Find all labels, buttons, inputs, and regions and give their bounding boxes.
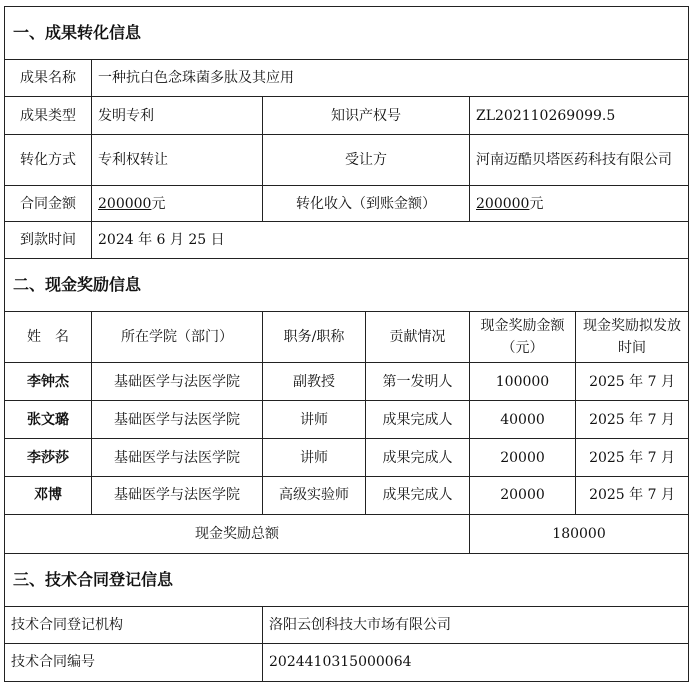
ip-number-label: 知识产权号 [263,97,470,135]
income-amount-unit: 元 [529,195,544,212]
registration-org-value: 洛阳云创科技大市场有限公司 [263,607,689,644]
recipient-contribution: 成果完成人 [366,401,470,439]
recipient-amount: 20000 [470,477,576,515]
contract-amount-cell [92,186,263,222]
recipient-title: 讲师 [263,439,366,477]
section-title-contract-registration: 三、技术合同登记信息 [5,553,689,606]
recipient-contribution: 第一发明人 [366,363,470,401]
recipient-amount: 40000 [470,401,576,439]
transfer-method-value: 专利权转让 [92,135,263,186]
achievement-type-value: 发明专利 [92,97,263,135]
recipient-title: 副教授 [263,363,366,401]
header-reward-time: 现金奖励拟发放时间 [576,312,689,363]
transfer-method-label: 转化方式 [5,135,92,186]
recipient-college: 基础医学与法医学院 [92,477,263,515]
recipient-contribution: 成果完成人 [366,477,470,515]
header-title: 职务/职称 [263,312,366,363]
income-cell [470,186,689,222]
ip-number-value: ZL202110269099.5 [470,97,689,135]
table-row [5,363,689,401]
income-label: 转化收入（到账金额） [263,186,470,222]
payment-date-label: 到款时间 [5,222,92,259]
assignee-value: 河南迈酷贝塔医药科技有限公司 [470,135,689,186]
header-reward-amount: 现金奖励金额（元） [470,312,576,363]
recipient-contribution: 成果完成人 [366,439,470,477]
assignee-label: 受让方 [263,135,470,186]
achievement-name-value: 一种抗白色念珠菌多肽及其应用 [92,60,689,97]
table-row [5,477,689,515]
recipient-amount: 20000 [470,439,576,477]
reward-total-value: 180000 [470,514,689,553]
recipient-name: 李莎莎 [5,439,92,477]
recipient-college: 基础医学与法医学院 [92,363,263,401]
header-contribution: 贡献情况 [366,312,470,363]
recipient-title: 讲师 [263,401,366,439]
contract-amount-value: 200000 [98,195,152,212]
recipient-name: 邓博 [5,477,92,515]
recipient-time: 2025 年 7 月 [576,477,689,515]
achievement-transfer-form [4,6,689,682]
contract-number-value: 2024410315000064 [263,643,689,681]
recipient-college: 基础医学与法医学院 [92,439,263,477]
recipient-amount: 100000 [470,363,576,401]
header-name: 姓 名 [5,312,92,363]
payment-date-value: 2024 年 6 月 25 日 [92,222,689,259]
table-row [5,439,689,477]
recipient-college: 基础医学与法医学院 [92,401,263,439]
contract-amount-unit: 元 [151,195,166,212]
registration-org-label: 技术合同登记机构 [5,607,263,644]
recipient-name: 李钟杰 [5,363,92,401]
achievement-type-label: 成果类型 [5,97,92,135]
contract-number-label: 技术合同编号 [5,643,263,681]
section-title-cash-reward: 二、现金奖励信息 [5,258,689,311]
recipient-title: 高级实验师 [263,477,366,515]
header-college: 所在学院（部门） [92,312,263,363]
contract-amount-label: 合同金额 [5,186,92,222]
recipient-name: 张文璐 [5,401,92,439]
recipient-time: 2025 年 7 月 [576,439,689,477]
income-amount-value: 200000 [476,195,530,212]
table-row [5,401,689,439]
reward-total-label: 现金奖励总额 [5,514,470,553]
recipient-time: 2025 年 7 月 [576,363,689,401]
achievement-name-label: 成果名称 [5,60,92,97]
recipient-time: 2025 年 7 月 [576,401,689,439]
section-title-transfer-info: 一、成果转化信息 [5,7,689,60]
